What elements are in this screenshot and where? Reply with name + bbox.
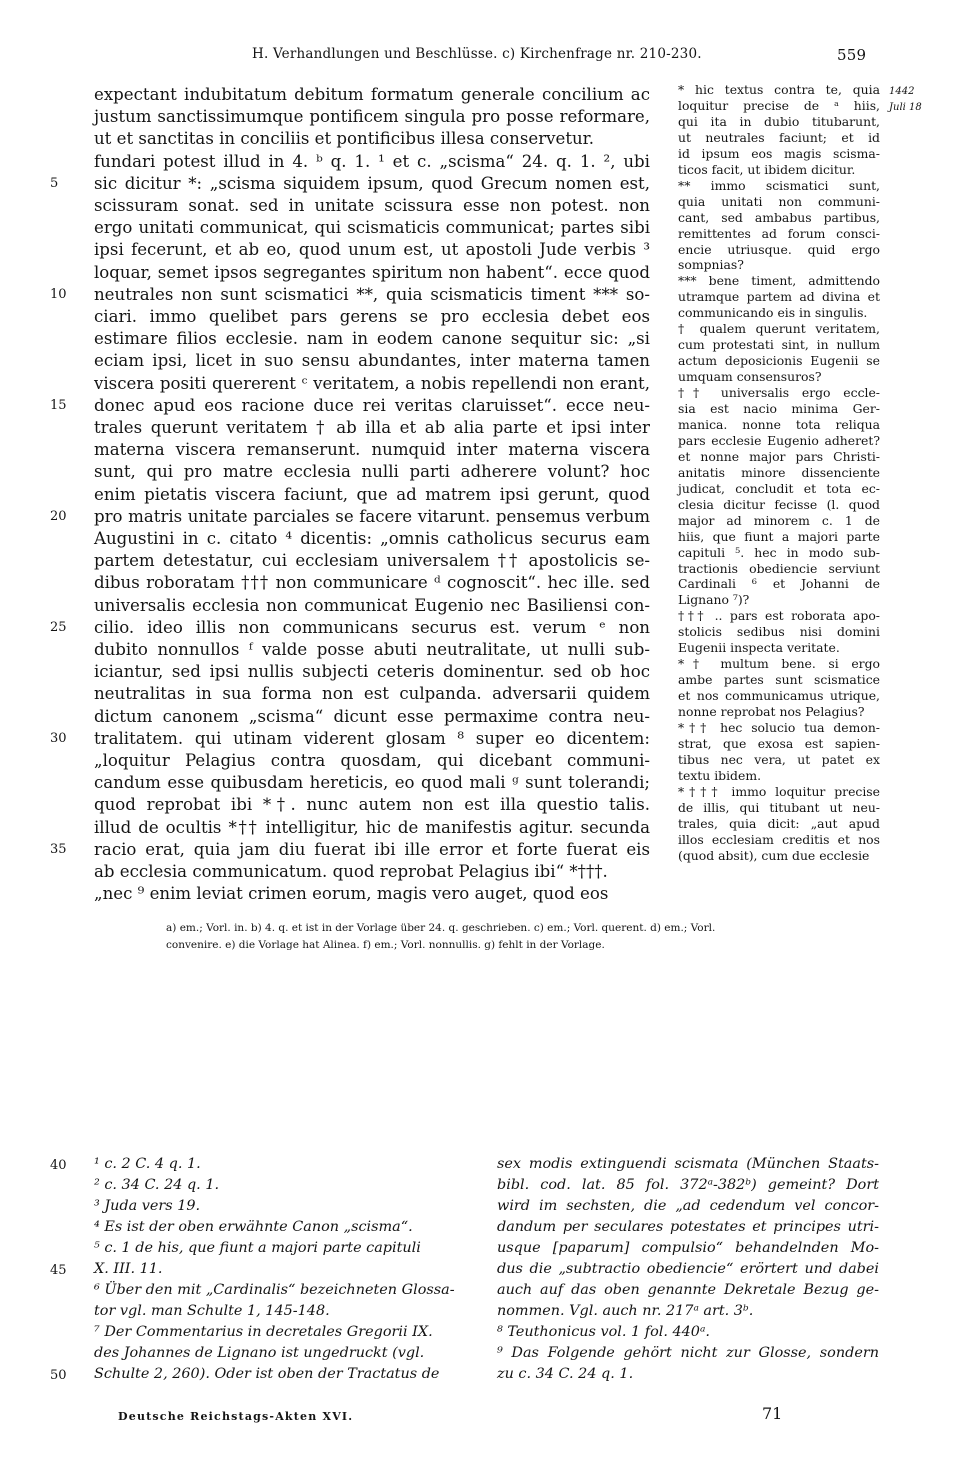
line-number: 5 — [50, 175, 59, 191]
main-text-line: ciari. immo quelibet pars gerens se pro ecclesia debet eos — [94, 307, 650, 326]
gloss-line: communicando eis in singulis. — [678, 305, 868, 321]
main-text-line: Augustini in c. citato ⁴ dicentis: „omnis catholicus securus eam — [94, 529, 650, 548]
main-text-line: donec apud eos racione duce rei veritas claruisset“. ecce neu- — [94, 395, 650, 415]
main-text-line: universalis ecclesia non communicat Eugenio nec Basiliensi con- — [94, 595, 650, 615]
line-number: 25 — [50, 619, 67, 635]
main-text-line: ab ecclesia communicatum. quod reprobat Pelagius ibi“ *†††. — [94, 862, 608, 881]
main-text-line: pro matris unitate parciales se facere vitarunt. pensemus verbum — [94, 506, 650, 526]
gloss-line: et nos communicamus utrique, — [678, 688, 880, 704]
gloss-line: loquitur precise de ᵃ hiis, — [678, 97, 880, 113]
footnote-line: zu c. 34 C. 24 q. 1. — [497, 1366, 634, 1382]
gloss-line: id ipsum eos magis scisma- — [678, 145, 880, 161]
gloss-line: tibus nec vera, ut patet ex — [678, 751, 880, 767]
footnote-line: tor vgl. man Schulte 1, 145-148. — [94, 1303, 330, 1319]
footnote-line: wird im sechsten, die „ad cedendum vel concor- — [497, 1198, 879, 1214]
main-text-line: viscera positi quererent ᶜ veritatem, a nobis repellendi non erant, — [94, 373, 650, 393]
footnote-line: dandum per seculares potestates et principes utri- — [497, 1219, 879, 1235]
main-text-line: dictum canonem „scisma“ dicunt esse permaxime contra neu- — [94, 706, 650, 726]
gloss-line: (quod absit), cum due ecclesie — [678, 847, 870, 863]
footnote-line: auch auf das oben genannte Dekretale Bezug ge- — [497, 1282, 879, 1298]
running-title: H. Verhandlungen und Beschlüsse. c) Kirchenfrage nr. 210-230. — [252, 46, 702, 62]
main-text-line: dibus roboratam ††† non communicare ᵈ cognoscit“. hec ille. sed — [94, 573, 650, 593]
signature-number: 71 — [762, 1404, 783, 1423]
imprint-line: Deutsche Reichstags-Akten XVI. — [118, 1410, 354, 1423]
line-number: 35 — [50, 841, 67, 857]
footnote-line: nommen. Vgl. auch nr. 217ᵃ art. 3ᵇ. — [497, 1303, 754, 1319]
footnote-line: Schulte 2, 260). Oder ist oben der Tractatus de — [94, 1366, 440, 1382]
page-number: 559 — [837, 46, 867, 64]
main-text-line: sunt, qui pro matre ecclesia nulli parti adherere volunt? hoc — [94, 462, 650, 482]
main-text-line: neutrales non sunt scismatici **, quia scismaticis timent *** so- — [94, 284, 650, 304]
footnote-line: bibl. cod. lat. 85 fol. 372ᵃ-382ᵇ) gemeint? Dort — [497, 1177, 879, 1193]
main-text-line: scissuram sonat. sed in unitate scissura esse non potest. non — [94, 196, 650, 215]
gloss-line: judicat, concludit et tota ec- — [678, 480, 880, 496]
gloss-line: anitatis minore dissenciente — [678, 464, 880, 480]
gloss-line: trales, quia dicit: „aut apud — [678, 815, 880, 831]
running-header — [252, 46, 882, 62]
main-text-line: quod reprobat ibi *†. nunc autem non est illa questio talis. — [94, 795, 650, 815]
main-text-line: „loquitur Pelagius contra quosdam, qui dicebant communi- — [94, 751, 650, 770]
line-number: 45 — [50, 1263, 67, 1278]
gloss-line: umquam consensuros? — [678, 369, 822, 385]
apparatus-line: convenire. e) die Vorlage hat Alinea. f) em.; Vorl. nonnullis. g) fehlt in der Vorlage. — [166, 939, 605, 951]
gloss-line: illos ecclesiam creditis et nos — [678, 831, 880, 847]
main-text-line: fundari potest illud in 4. ᵇ q. 1. ¹ et c. „scisma“ 24. q. 1. ², ubi — [94, 151, 650, 171]
gloss-line: quia unitati non communi- — [678, 193, 880, 209]
gloss-line: nonne reprobat nos Pelagius? — [678, 704, 865, 720]
gloss-line: encie utriusque. quid ergo — [678, 241, 880, 257]
gloss-line: † qualem querunt veritatem, — [678, 321, 880, 337]
gloss-line: pars ecclesie Eugenio adheret? — [678, 432, 880, 448]
line-number: 40 — [50, 1158, 67, 1173]
main-text-line: justum sanctissimumque pontificem singula pro posse reformare, — [94, 107, 650, 127]
main-text-line: trales querunt veritatem † ab illa et ab alia parte et ipsi inter — [94, 418, 650, 437]
gloss-line: manica. nonne tota reliqua — [678, 416, 880, 432]
main-text-line: sic dicitur *: „scisma siquidem ipsum, quod Grecum nomen est, — [94, 173, 650, 193]
main-text-line: loquar, semet ipsos segregantes spiritum non habent“. ecce quod — [94, 262, 650, 282]
main-text-line: dubito nonnullos ᶠ valde posse abuti neutralitate, ut nulli sub- — [94, 640, 650, 659]
gloss-line: major ad minorem c. 1 de — [678, 512, 880, 528]
gloss-line: *† multum bene. si ergo — [678, 656, 880, 672]
footnote-line: ² c. 34 C. 24 q. 1. — [94, 1177, 220, 1193]
gloss-line: Lignano ⁷)? — [678, 592, 750, 608]
gloss-line: remittentes ad forum consci- — [678, 225, 880, 241]
line-number: 50 — [50, 1368, 67, 1383]
main-text-line: estimare filios ecclesie. nam in eodem canone sequitur sic: „si — [94, 329, 650, 349]
main-text-line: candum esse quibusdam hereticis, eo quod mali ᵍ sunt tolerandi; — [94, 773, 650, 793]
line-number: 30 — [50, 730, 67, 746]
gloss-line: Cardinali ⁶ et Johanni de — [678, 576, 880, 592]
footnote-line: ⁴ Es ist der oben erwähnte Canon „scisma“. — [94, 1219, 413, 1235]
main-text-line: neutralitas in sua forma non est culpanda. adversarii quidem — [94, 684, 650, 704]
gloss-line: *††† immo loquitur precise — [678, 783, 880, 799]
footnote-line: ⁹ Das Folgende gehört nicht zur Glosse, sondern — [497, 1345, 879, 1361]
gloss-line: qui ita in dubio titubarunt, — [678, 113, 880, 129]
gloss-line: et nonne major pars Christi- — [678, 448, 880, 464]
footnote-line: ⁵ c. 1 de his, que fiunt a majori parte capituli — [94, 1240, 421, 1256]
footnote-line: des Johannes de Lignano ist ungedruckt (vgl. — [94, 1345, 425, 1361]
gloss-line: Eugenii inspecta veritate. — [678, 640, 840, 656]
gloss-line: de illis, qui titubant ut neu- — [678, 799, 880, 815]
footnote-line: dus die „subtractio obediencie“ erörtert und dabei — [497, 1261, 879, 1277]
footnote-line: ⁶ Über den mit „Cardinalis“ bezeichneten Glossa- — [94, 1282, 455, 1298]
line-number: 10 — [50, 286, 67, 302]
margin-date-year: 1442 — [889, 86, 915, 97]
main-text-line: enim pietatis viscera faciunt, que ad matrem ipsi gerunt, quod — [94, 484, 650, 504]
gloss-line: cum protestati sint, in nullum — [678, 337, 880, 353]
main-text-line: cilio. ideo illis non communicans securus est. verum ᵉ non — [94, 617, 650, 637]
main-text-line: materna viscera remanserunt. numquid inter materna viscera — [94, 440, 650, 460]
footnote-line: X. III. 11. — [94, 1261, 163, 1277]
gloss-line: sia est nacio minima Ger- — [678, 401, 880, 416]
gloss-line: stolicis sedibus nisi domini — [678, 624, 880, 640]
main-text-line: illud de ocultis *†† intelligitur, hic de manifestis agitur. secunda — [94, 817, 650, 837]
gloss-line: textu ibidem. — [678, 767, 762, 783]
gloss-line: sompnias? — [678, 257, 744, 273]
main-text-line: „nec ⁹ enim leviat crimen eorum, magis vero auget, quod eos — [94, 884, 609, 904]
gloss-line: actum deposicionis Eugenii se — [678, 353, 880, 369]
gloss-line: utramque partem ad divina et — [678, 289, 880, 305]
gloss-line: *†† hec solucio tua demon- — [678, 720, 880, 735]
gloss-line: cant, sed ambabus partibus, — [678, 209, 880, 225]
main-text-line: iciantur, sed ipsi nullis subjecti ceteris dominentur. sed ob hoc — [94, 662, 650, 682]
footnote-line: ⁸ Teuthonicus vol. 1 fol. 440ᵃ. — [497, 1324, 710, 1340]
gloss-line: hiis, que fiunt a majori parte — [678, 528, 880, 544]
main-text-line: partem detestatur, cui ecclesiam universalem †† apostolicis se- — [94, 551, 650, 571]
main-text-line: ipsi fecerunt, et ab eo, quod unum est, ut apostoli Jude verbis ³ — [94, 240, 650, 260]
main-text-line: expectant indubitatum debitum formatum generale concilium ac — [94, 85, 650, 104]
margin-date-day: Juli 18 — [889, 102, 922, 113]
main-text-line: ut et sanctitas in conciliis et pontificibus illesa conservetur. — [94, 129, 595, 149]
line-number: 20 — [50, 508, 67, 524]
footnote-line: ³ Juda vers 19. — [94, 1198, 201, 1214]
main-text-line: racio erat, quia jam diu fuerat ibi ille error et forte fuerat eis — [94, 839, 650, 859]
gloss-line: ††† .. pars est roborata apo- — [678, 608, 880, 624]
gloss-line: ** immo scismatici sunt, — [678, 177, 880, 193]
apparatus-line: a) em.; Vorl. in. b) 4. q. et ist in der Vorlage über 24. q. geschrieben. c) em.; Vorl. querent. d) em.; Vorl. — [166, 922, 716, 934]
footnote-line: sex modis extinguendi scismata (München Staats- — [497, 1156, 879, 1172]
gloss-line: capituli ⁵. hec in modo sub- — [678, 544, 880, 560]
main-text-line: eciam ipsi, licet in suo sensu abundantes, inter materna tamen — [94, 351, 650, 371]
gloss-line: ticos facit, ut ibidem dicitur. — [678, 161, 856, 177]
gloss-line: strat, que exosa est sapien- — [678, 735, 880, 751]
main-text-line: ergo unitati communicat, qui scismaticis communicat; partes sibi — [94, 218, 650, 238]
gloss-line: ut neutrales faciunt; et id — [678, 129, 880, 145]
footnote-line: ¹ c. 2 C. 4 q. 1. — [94, 1156, 201, 1172]
gloss-line: tractionis obediencie serviunt — [678, 560, 880, 576]
footnote-line: ⁷ Der Commentarius in decretales Gregorii IX. — [94, 1324, 433, 1340]
gloss-line: *** bene timent, admittendo — [678, 273, 880, 289]
line-number: 15 — [50, 397, 67, 413]
gloss-line: †† universalis ergo eccle- — [678, 385, 880, 401]
gloss-line: clesia dicitur fecisse (l. quod — [678, 496, 880, 512]
gloss-line: * hic textus contra te, quia — [678, 82, 880, 97]
footnote-line: usque [paparum] compulsio“ behandelnden Mo- — [497, 1240, 879, 1256]
gloss-line: ambe partes sunt scismatice — [678, 672, 880, 688]
main-text-line: tralitatem. qui utinam viderent glosam ⁸ super eo dicentem: — [94, 728, 650, 748]
